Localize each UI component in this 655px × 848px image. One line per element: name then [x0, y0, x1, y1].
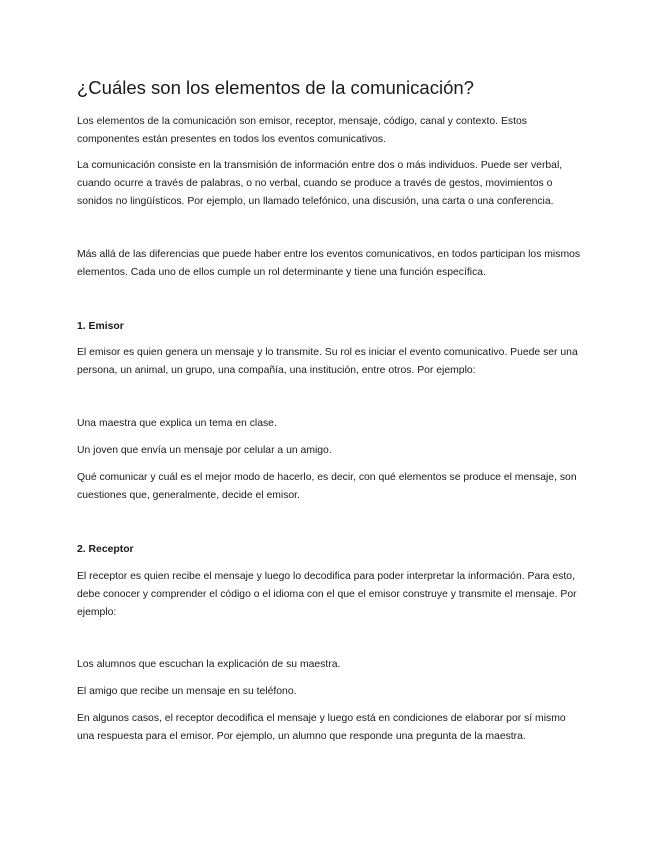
- intro-paragraph-2: La comunicación consiste en la transmisión de información entre dos o más individuos. Puede ser verbal, cuando ocurre a través de palabras, o no verbal, cuando se produce a través de gestos, movimientos o sonidos no lingüísticos. Por ejemplo, un llamado telefónico, una discusión, una carta o una conferencia.: [77, 160, 563, 207]
- emisor-example-1: Una maestra que explica un tema en clase.: [77, 418, 277, 429]
- emisor-example-2: Un joven que envía un mensaje por celular a un amigo.: [77, 445, 332, 456]
- page-title: ¿Cuáles son los elementos de la comunicación?: [77, 77, 474, 98]
- receptor-example-2: El amigo que recibe un mensaje en su teléfono.: [77, 686, 297, 697]
- receptor-example-1: Los alumnos que escuchan la explicación de su maestra.: [77, 659, 341, 670]
- intro-paragraph-3: Más allá de las diferencias que puede haber entre los eventos comunicativos, en todos participan los mismos elementos. Cada uno de ellos cumple un rol determinante y tiene una función específica.: [77, 249, 581, 278]
- emisor-paragraph-2: Qué comunicar y cuál es el mejor modo de hacerlo, es decir, con qué elementos se produce el mensaje, son cuestiones que, generalmente, decide el emisor.: [77, 472, 577, 501]
- section-heading-emisor: 1. Emisor: [77, 321, 124, 332]
- emisor-paragraph: El emisor es quien genera un mensaje y lo transmite. Su rol es iniciar el evento comunicativo. Puede ser una persona, un animal, un grupo, una compañía, una institución, entre otros. Por ejemplo:: [77, 347, 578, 376]
- section-heading-receptor: 2. Receptor: [77, 544, 134, 555]
- receptor-paragraph-2: En algunos casos, el receptor decodifica el mensaje y luego está en condiciones de elaborar por sí mismo una respuesta para el emisor. Por ejemplo, un alumno que responde una pregunta de la maestra.: [77, 713, 566, 742]
- intro-paragraph-1: Los elementos de la comunicación son emisor, receptor, mensaje, código, canal y contexto. Estos componentes están presentes en todos los eventos comunicativos.: [77, 116, 527, 145]
- receptor-paragraph: El receptor es quien recibe el mensaje y luego lo decodifica para poder interpretar la información. Para esto, debe conocer y comprender el código o el idioma con el que el emisor construye y transmite el mensaje. Por ejemplo:: [77, 571, 577, 618]
